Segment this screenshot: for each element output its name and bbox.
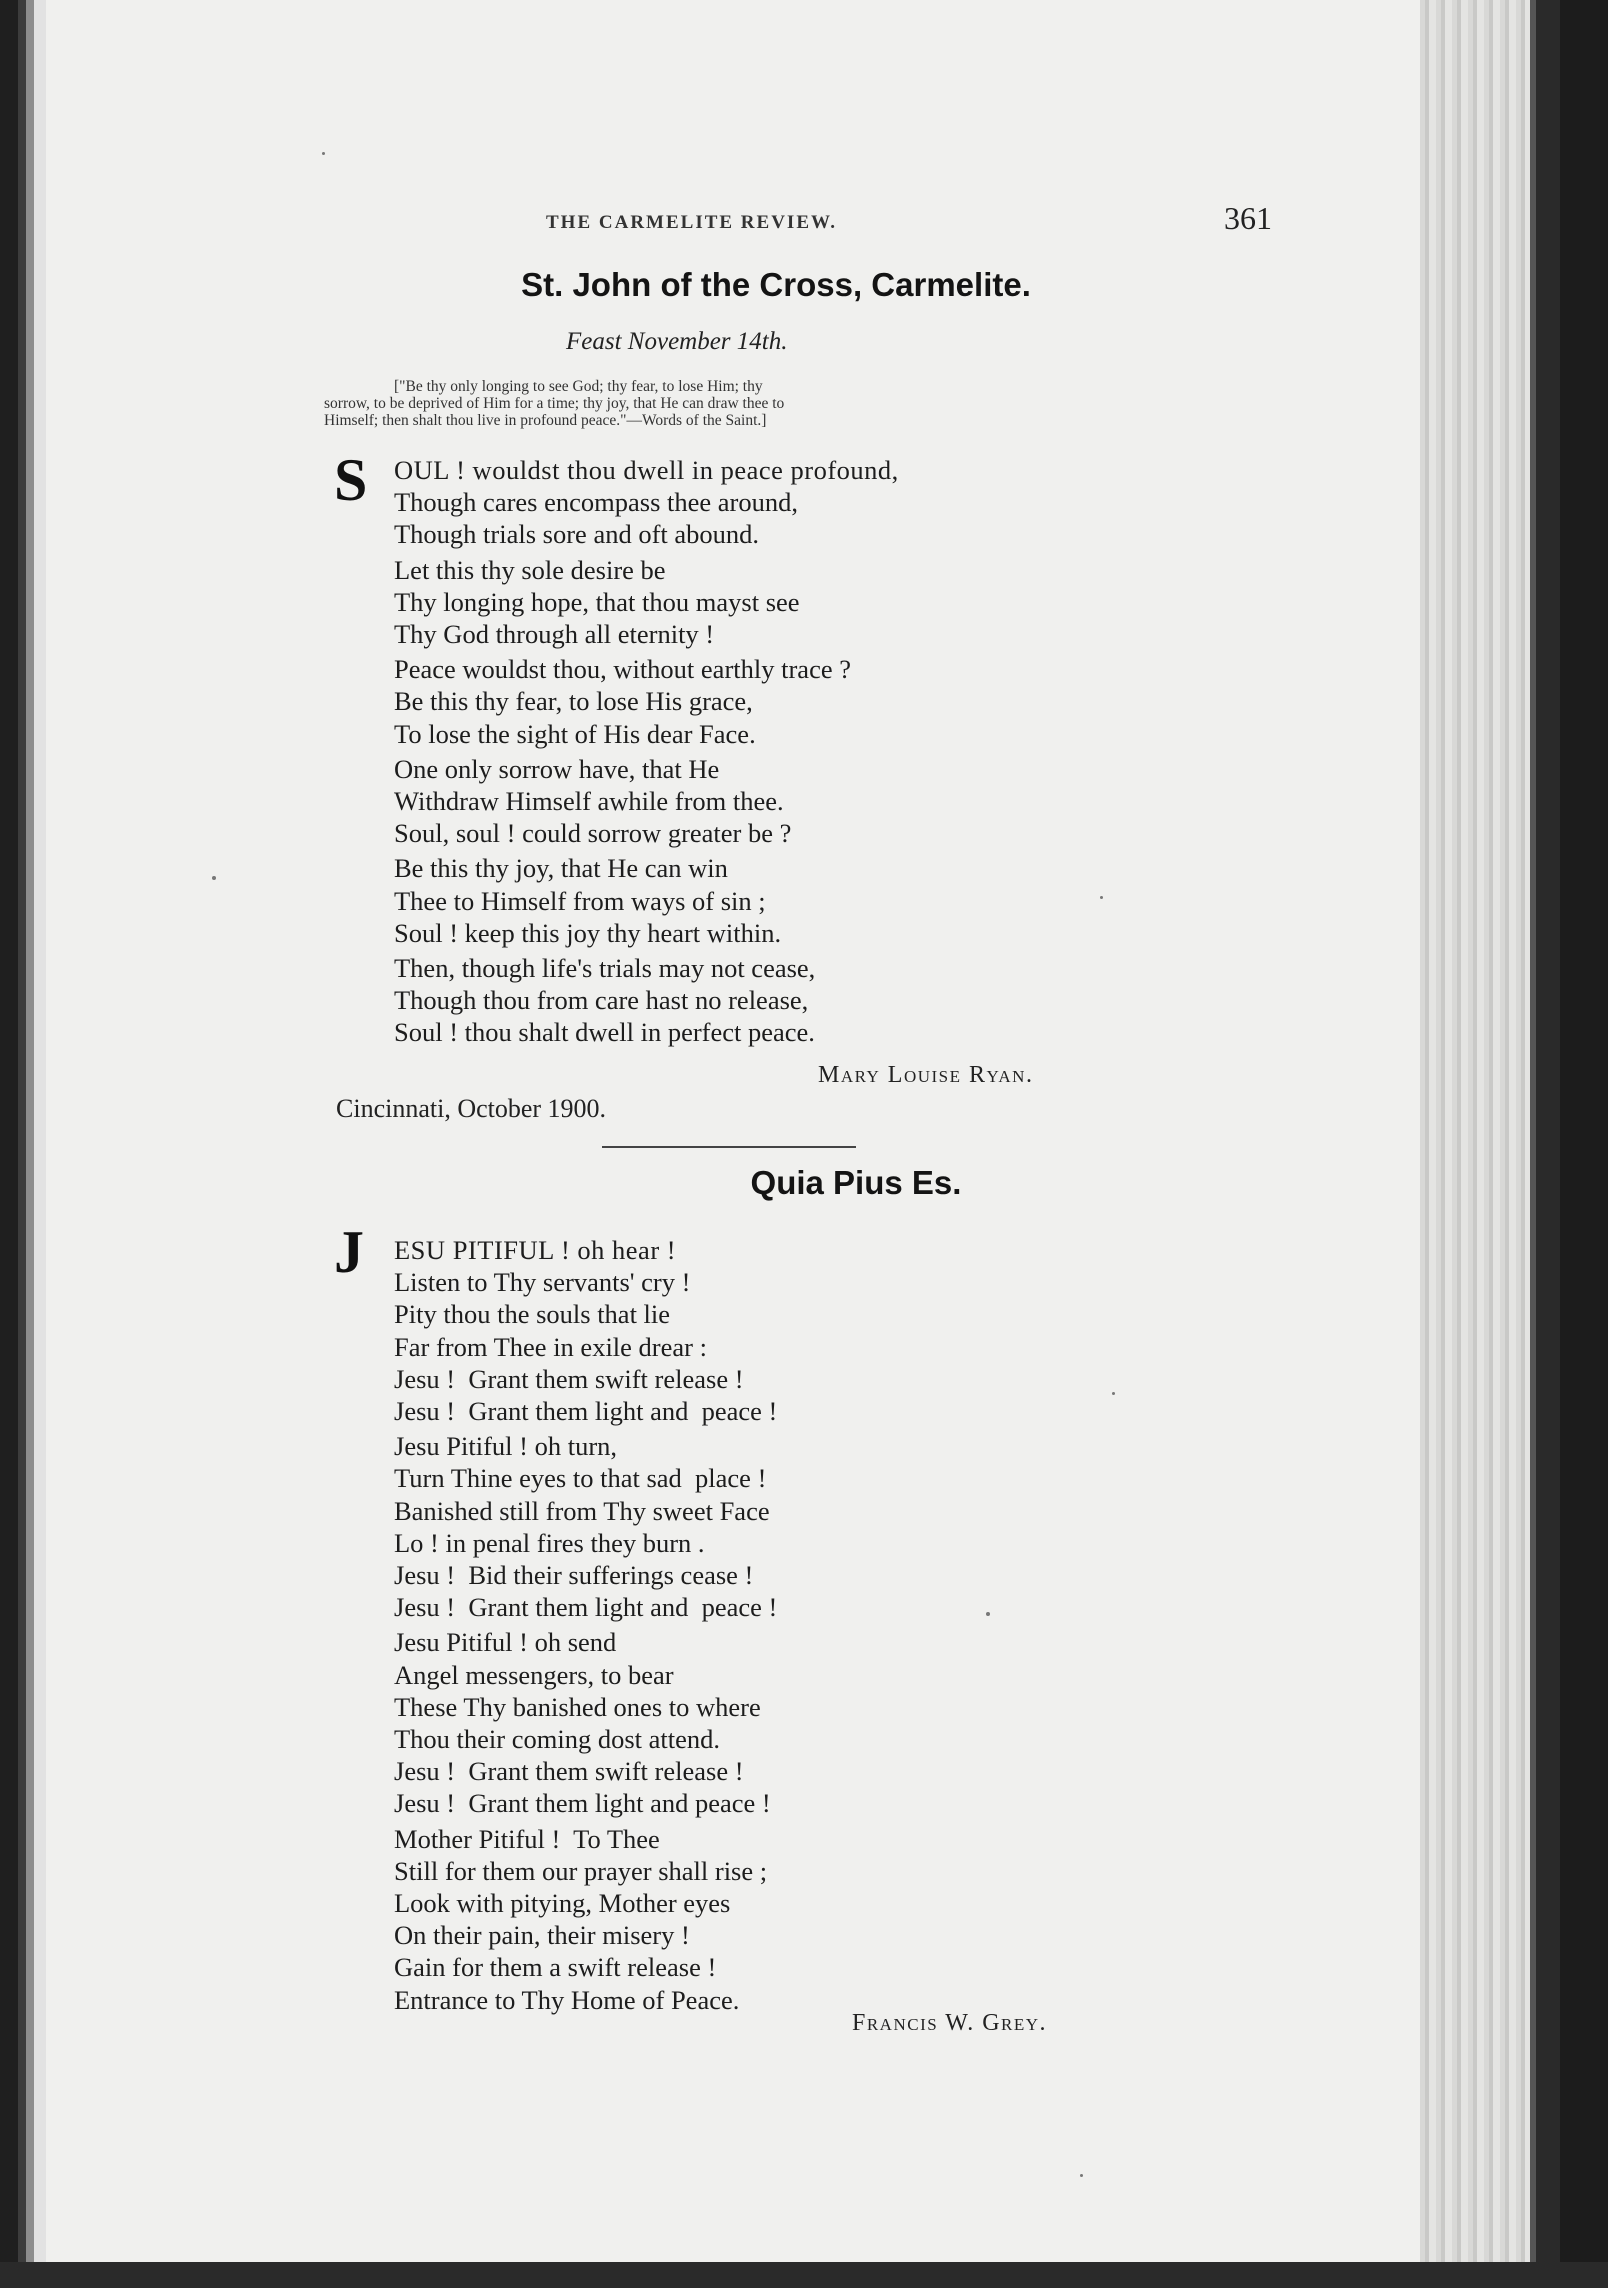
- scan-left-edge: [0, 0, 48, 2288]
- poem-line: Jesu ! Grant them light and peace !: [394, 1592, 778, 1623]
- poem-line: ESU PITIFUL ! oh hear !: [394, 1235, 677, 1265]
- poem-body: [394, 454, 899, 1049]
- poem-body: [394, 1234, 777, 2016]
- poem-line: Let this thy sole desire be: [394, 554, 666, 585]
- poem-line: Soul ! thou shalt dwell in perfect peace.: [394, 1017, 815, 1048]
- epigraph: [324, 378, 1104, 429]
- poem-line: Pity thou the souls that lie: [394, 1299, 671, 1330]
- drop-cap: S: [334, 447, 368, 513]
- dateline: Cincinnati, October 1900.: [336, 1094, 607, 1123]
- poem-line: Jesu ! Grant them light and peace !: [394, 1788, 771, 1819]
- poem-line: Jesu Pitiful ! oh send: [394, 1627, 617, 1658]
- drop-cap: J: [334, 1219, 364, 1285]
- poem-line: Thy God through all eternity !: [394, 619, 715, 650]
- poem-title: St. John of the Cross, Carmelite.: [521, 266, 1031, 303]
- poem-line: Entrance to Thy Home of Peace.: [394, 1984, 740, 2015]
- poem-line: Look with pitying, Mother eyes: [394, 1888, 731, 1919]
- poem-line: Thy longing hope, that thou mayst see: [394, 586, 800, 617]
- poem-line: Peace wouldst thou, without earthly trace ?: [394, 654, 851, 685]
- poem-line: OUL ! wouldst thou dwell in peace profound,: [394, 455, 899, 485]
- poem-line: One only sorrow have, that He: [394, 753, 720, 784]
- poem-line: Though thou from care hast no release,: [394, 985, 809, 1016]
- poem-line: Far from Thee in exile drear :: [394, 1331, 707, 1362]
- scan-speck: [1112, 1392, 1115, 1395]
- scan-right-edge: [1530, 0, 1608, 2288]
- scan-bottom-edge: [0, 2262, 1608, 2288]
- epigraph-line: sorrow, to be deprived of Him for a time; thy joy, that He can draw thee to: [324, 395, 785, 412]
- scan-speck: [212, 876, 216, 880]
- poem-line: Jesu ! Grant them swift release !: [394, 1363, 744, 1394]
- poem-line: Jesu ! Bid their sufferings cease !: [394, 1560, 754, 1591]
- poem-line: Soul, soul ! could sorrow greater be ?: [394, 818, 792, 849]
- poem-line: Soul ! keep this joy thy heart within.: [394, 917, 782, 948]
- poem-line: These Thy banished ones to where: [394, 1691, 761, 1722]
- poem-line: Jesu Pitiful ! oh turn,: [394, 1431, 618, 1462]
- poem-line: Then, though life's trials may not cease,: [394, 953, 816, 984]
- poem-line: To lose the sight of His dear Face.: [394, 718, 756, 749]
- epigraph-line: ["Be thy only longing to see God; thy fear, to lose Him; thy: [394, 378, 763, 395]
- scan-speck: [1080, 2174, 1083, 2177]
- poem-line: Jesu ! Grant them light and peace !: [394, 1396, 778, 1427]
- page-number: 361: [1224, 200, 1272, 236]
- poem-line: Jesu ! Grant them swift release !: [394, 1756, 744, 1787]
- running-head: THE CARMELITE REVIEW.: [546, 212, 837, 233]
- poem-line: Though cares encompass thee around,: [394, 487, 798, 518]
- poem-subtitle: Feast November 14th.: [566, 328, 788, 355]
- author-signature: Francis W. Grey.: [852, 2010, 1048, 2036]
- poem-line: Withdraw Himself awhile from thee.: [394, 786, 784, 817]
- author-signature: Mary Louise Ryan.: [818, 1062, 1034, 1088]
- section-divider: [602, 1146, 856, 1148]
- poem-line: Still for them our prayer shall rise ;: [394, 1855, 768, 1886]
- scan-speck: [1100, 896, 1103, 899]
- poem-line: On their pain, their misery !: [394, 1920, 690, 1951]
- poem-line: Be this thy joy, that He can win: [394, 853, 728, 884]
- poem-line: Listen to Thy servants' cry !: [394, 1267, 691, 1298]
- poem-line: Angel messengers, to bear: [394, 1659, 674, 1690]
- poem-line: Gain for them a swift release !: [394, 1952, 717, 1983]
- poem-title: Quia Pius Es.: [750, 1164, 962, 1201]
- poem-line: Mother Pitiful ! To Thee: [394, 1823, 660, 1854]
- epigraph-line: Himself; then shalt thou live in profound peace."—Words of the Saint.]: [324, 412, 767, 429]
- scan-speck: [322, 152, 325, 155]
- poem-line: Turn Thine eyes to that sad place !: [394, 1463, 767, 1494]
- poem-line: Thou their coming dost attend.: [394, 1724, 721, 1755]
- poem-line: Banished still from Thy sweet Face: [394, 1495, 770, 1526]
- poem-line: Lo ! in penal fires they burn .: [394, 1527, 705, 1558]
- page-right-margin: [1420, 0, 1530, 2288]
- poem-line: Thee to Himself from ways of sin ;: [394, 885, 766, 916]
- poem-line: Though trials sore and oft abound.: [394, 519, 760, 550]
- scan-speck: [986, 1612, 990, 1616]
- poem-line: Be this thy fear, to lose His grace,: [394, 686, 753, 717]
